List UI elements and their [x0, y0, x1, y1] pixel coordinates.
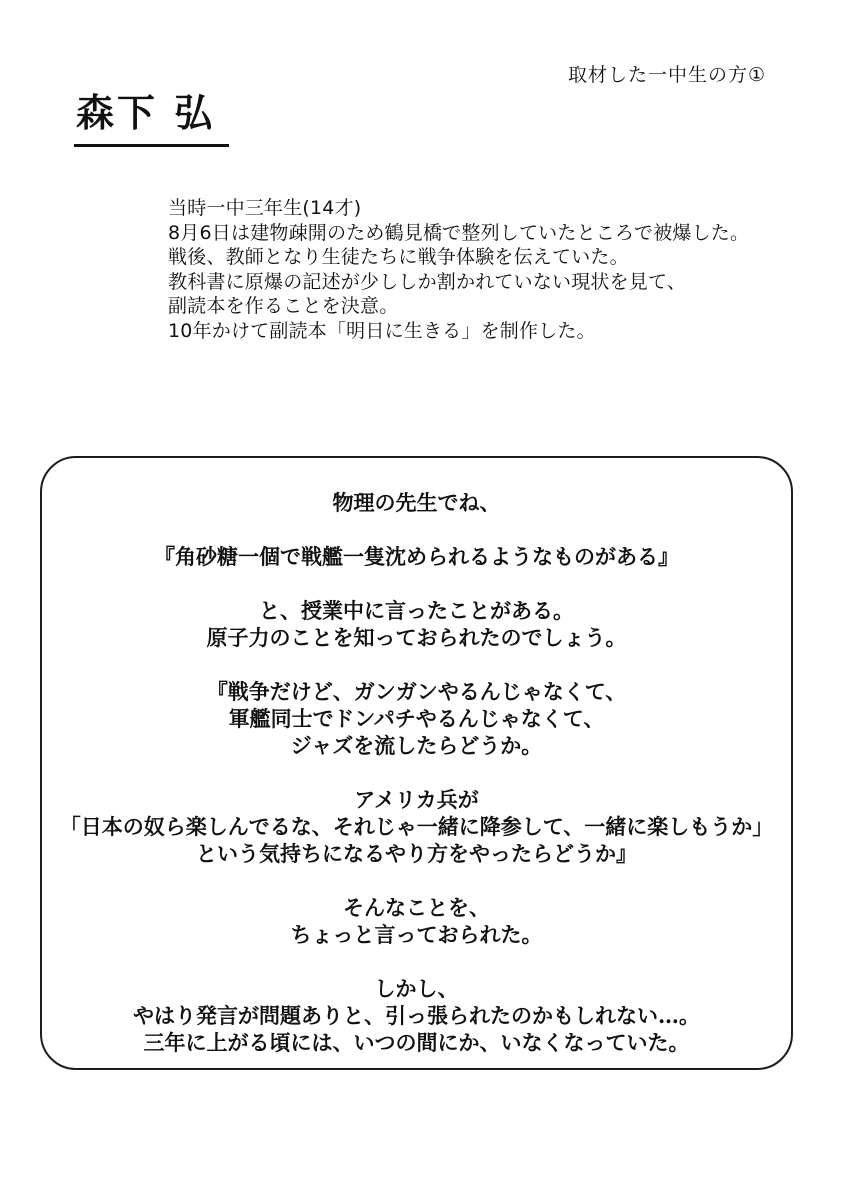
bio-line: 10年かけて副読本「明日に生きる」を制作した。: [168, 319, 596, 342]
quote-line: やはり発言が問題ありと、引っ張られたのかもしれない…。: [133, 1003, 700, 1028]
quote-line: 『戦争だけど、ガンガンやるんじゃなくて、: [206, 679, 627, 704]
bio-line: 教科書に原爆の記述が少ししか割かれていない現状を見て、: [168, 270, 687, 293]
quote-paragraph: [42, 894, 791, 948]
quote-paragraph: [42, 786, 791, 867]
quote-line: 『角砂糖一個で戦艦一隻沈められるようなものがある』: [154, 544, 679, 569]
quote-paragraph: [42, 597, 791, 651]
quote-line: ちょっと言っておられた。: [290, 922, 543, 947]
page-header-label: 取材した一中生の方①: [567, 64, 766, 86]
bio-line: 戦後、教師となり生徒たちに戦争体験を伝えていた。: [168, 246, 629, 268]
quote-line: 「日本の奴ら楽しんでるな、それじゃ一緒に降参して、一緒に楽しもうか」: [59, 814, 774, 839]
bio-line: 8月6日は建物疎開のため鶴見橋で整列していたところで被爆した。: [168, 221, 750, 244]
person-name-title: 森下 弘: [74, 82, 229, 147]
quote-line: しかし、: [374, 976, 459, 1001]
bio-line: 副読本を作ることを決意。: [168, 295, 399, 317]
quote-paragraph: [42, 543, 791, 570]
quote-paragraph: [42, 975, 791, 1056]
quote-line: 物理の先生でね、: [332, 490, 501, 515]
quote-line: アメリカ兵が: [354, 787, 479, 812]
quote-paragraph: [42, 489, 791, 516]
quote-line: 原子力のことを知っておられたのでしょう。: [206, 625, 627, 650]
quote-line: ジャズを流したらどうか。: [290, 733, 543, 758]
quote-line: と、授業中に言ったことがある。: [259, 598, 574, 623]
quote-line: そんなことを、: [343, 895, 490, 920]
quote-line: という気持ちになるやり方をやったらどうか』: [196, 841, 637, 866]
bio-line: 当時一中三年生(14才): [168, 197, 362, 219]
quote-box: [40, 456, 793, 1070]
bio-block: [168, 196, 749, 343]
quote-line: 三年に上がる頃には、いつの間にか、いなくなっていた。: [143, 1030, 690, 1055]
quote-paragraph: [42, 678, 791, 759]
quote-line: 軍艦同士でドンパチやるんじゃなくて、: [228, 706, 605, 731]
